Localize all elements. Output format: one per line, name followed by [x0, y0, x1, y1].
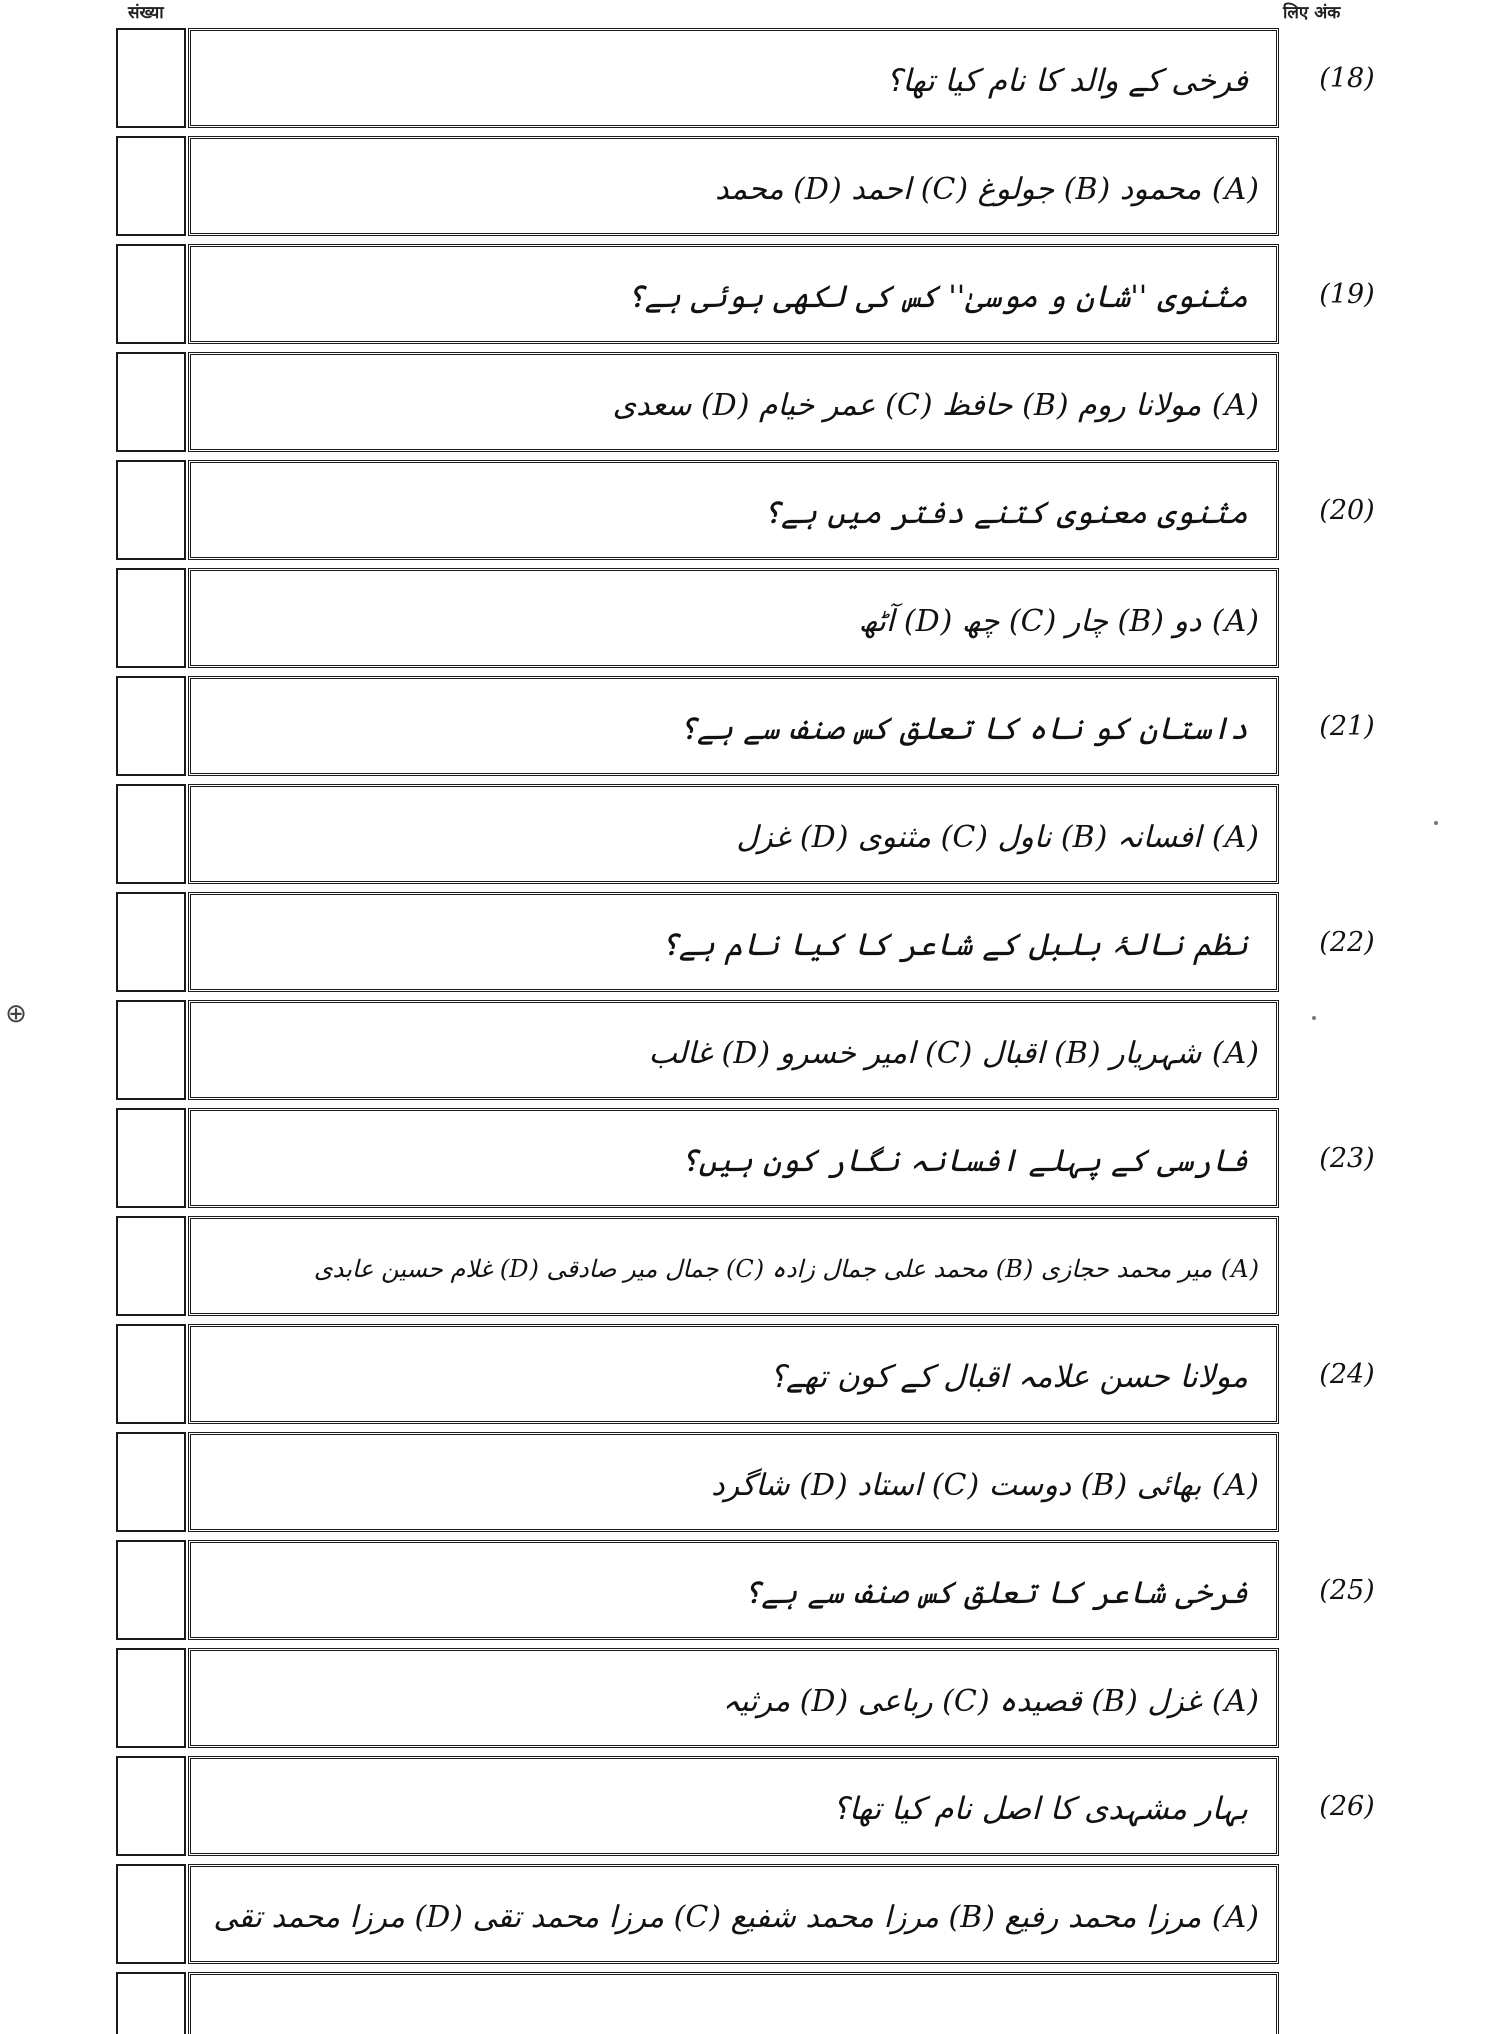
stray-dot	[1434, 821, 1438, 825]
header-left-label: संख्या	[128, 3, 164, 23]
options-cell	[188, 1648, 1279, 1748]
question-cell	[188, 1756, 1279, 1856]
question-number: (22)	[1319, 926, 1375, 958]
question-text: مولانا حسن علامہ اقبال کے کون تھے؟	[769, 1359, 1248, 1395]
question-number: (21)	[1319, 710, 1375, 742]
options-cell	[188, 1216, 1279, 1316]
question-cell	[188, 28, 1279, 128]
marks-box[interactable]	[116, 1540, 186, 1640]
question-cell	[188, 676, 1279, 776]
question-row	[116, 1108, 1375, 1212]
question-number: (23)	[1319, 1142, 1375, 1174]
header-right-label: लिए अंक	[1283, 3, 1341, 23]
question-text: فرخی کے والد کا نام کیا تھا؟	[885, 63, 1248, 99]
question-row	[116, 1324, 1375, 1428]
options-text: (A) بھائی (B) دوست (C) استاد (D) شاگرد	[711, 1467, 1260, 1503]
options-row	[116, 568, 1279, 672]
options-row	[116, 136, 1279, 240]
options-cell	[188, 1432, 1279, 1532]
marks-box[interactable]	[116, 244, 186, 344]
question-number: (26)	[1319, 1790, 1375, 1822]
question-cell	[188, 460, 1279, 560]
question-cell	[188, 892, 1279, 992]
marks-box[interactable]	[116, 1972, 186, 2034]
question-row	[116, 460, 1375, 564]
question-text: مثنوی ''شان و موسیٰ'' کس کی لکھی ہوئی ہے؟	[626, 279, 1248, 315]
marks-box[interactable]	[116, 1216, 186, 1316]
options-cell	[188, 352, 1279, 452]
question-text: مثنوی معنوی کتنے دفتر میں ہے؟	[762, 495, 1248, 531]
options-row	[116, 1648, 1279, 1752]
stray-dot	[1312, 1016, 1316, 1020]
marks-box[interactable]	[116, 568, 186, 668]
question-cell	[188, 1324, 1279, 1424]
question-cell	[188, 1108, 1279, 1208]
options-text: (A) میر محمد حجازی (B) محمد علی جمال زادہ (C) جمال میر صادقی (D) غلام حسین عابدی	[313, 1255, 1260, 1283]
marks-box[interactable]	[116, 1324, 186, 1424]
answer-sheet	[116, 28, 1375, 2034]
question-number: (19)	[1319, 278, 1375, 310]
marks-box[interactable]	[116, 28, 186, 128]
options-cell	[188, 784, 1279, 884]
question-cell	[188, 244, 1279, 344]
marks-box[interactable]	[116, 892, 186, 992]
marks-box[interactable]	[116, 352, 186, 452]
options-cell	[188, 1000, 1279, 1100]
options-row	[116, 1864, 1279, 1968]
registration-mark-icon: ⊕	[5, 999, 27, 1029]
question-number: (24)	[1319, 1358, 1375, 1390]
options-row	[116, 1216, 1279, 1320]
marks-box[interactable]	[116, 1864, 186, 1964]
options-text: (A) دو (B) چار (C) چھ (D) آٹھ	[858, 603, 1260, 639]
options-text: (A) مولانا روم (B) حافظ (C) عمر خیام (D) سعدی	[612, 387, 1260, 423]
question-row	[116, 1756, 1375, 1860]
marks-box[interactable]	[116, 1000, 186, 1100]
question-row	[116, 28, 1375, 132]
marks-box[interactable]	[116, 460, 186, 560]
marks-box[interactable]	[116, 784, 186, 884]
options-cell	[188, 1864, 1279, 1964]
question-number: (18)	[1319, 62, 1375, 94]
options-text: (A) افسانہ (B) ناول (C) مثنوی (D) غزل	[736, 819, 1260, 855]
question-row	[116, 892, 1375, 996]
options-cell	[188, 568, 1279, 668]
options-row	[116, 352, 1279, 456]
question-text: نظم نالۂ بلبل کے شاعر کا کیا نام ہے؟	[660, 927, 1248, 963]
options-row	[116, 784, 1279, 888]
blank-cell	[188, 1972, 1279, 2034]
marks-box[interactable]	[116, 1648, 186, 1748]
question-row	[116, 676, 1375, 780]
marks-box[interactable]	[116, 1756, 186, 1856]
marks-box[interactable]	[116, 136, 186, 236]
question-number: (25)	[1319, 1574, 1375, 1606]
options-row	[116, 1000, 1279, 1104]
options-row	[116, 1432, 1279, 1536]
question-row	[116, 1540, 1375, 1644]
question-row	[116, 244, 1375, 348]
marks-box[interactable]	[116, 1432, 186, 1532]
question-text: داستان کو ناہ کا تعلق کس صنف سے ہے؟	[678, 711, 1248, 747]
empty-row	[116, 1972, 1279, 2034]
options-text: (A) محمود (B) جولوغ (C) احمد (D) محمد	[715, 171, 1260, 207]
question-number: (20)	[1319, 494, 1375, 526]
question-text: بہار مشہدی کا اصل نام کیا تھا؟	[832, 1791, 1248, 1827]
question-cell	[188, 1540, 1279, 1640]
options-text: (A) شہریار (B) اقبال (C) امیر خسرو (D) غالب	[648, 1035, 1260, 1071]
marks-box[interactable]	[116, 676, 186, 776]
options-cell	[188, 136, 1279, 236]
options-text: (A) غزل (B) قصیدہ (C) رباعی (D) مرثیہ	[722, 1683, 1260, 1719]
question-text: فارسی کے پہلے افسانہ نگار کون ہیں؟	[680, 1143, 1248, 1179]
options-text: (A) مرزا محمد رفیع (B) مرزا محمد شفیع (C) مرزا محمد تقی (D) مرزا محمد تقی	[213, 1899, 1260, 1935]
marks-box[interactable]	[116, 1108, 186, 1208]
question-text: فرخی شاعر کا تعلق کس صنف سے ہے؟	[743, 1575, 1248, 1611]
